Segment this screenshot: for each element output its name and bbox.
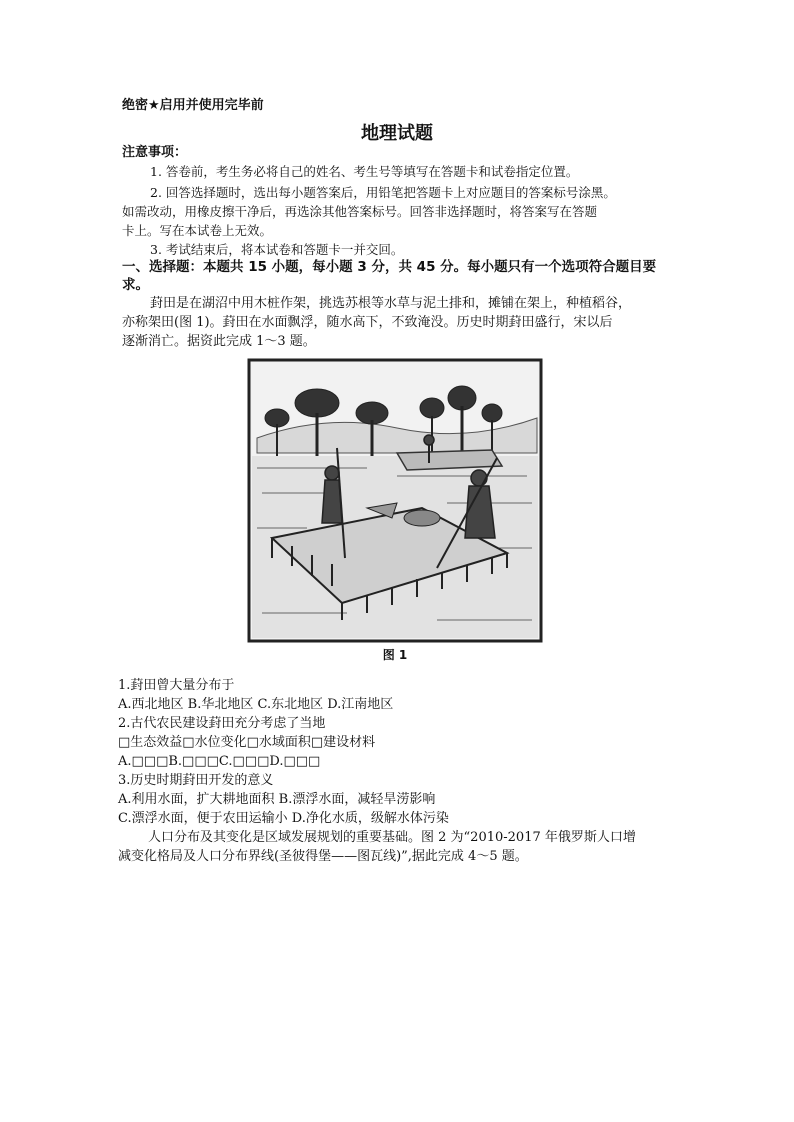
notice-line: 1. 答卷前，考生务必将自己的姓名、考生号等填写在答题卡和试卷指定位置。 [150, 164, 579, 179]
passage-line: 逐渐消亡。据资此完成 1～3 题。 [122, 334, 316, 349]
section-heading: 一、选择题：本题共 15 小题，每小题 3 分，共 45 分。每小题只有一个选项符合题目要 [122, 259, 657, 275]
passage-line: 葑田是在湖沼中用木桩作架，挑选苏根等水草与泥土排和，摊铺在架上，种植稻谷， [150, 296, 632, 311]
question-stem: 2.古代农民建设葑田充分考虑了当地 [118, 716, 326, 731]
section-heading-cont: 求。 [122, 277, 149, 293]
question-options: C.漂浮水面，便于农田运输小 D.净化水质，级解水体污染 [118, 811, 449, 826]
question-options: A.□□□B.□□□C.□□□D.□□□ [118, 754, 321, 769]
question-stem: 1.葑田曾大量分布于 [118, 678, 235, 693]
question-options: A.西北地区 B.华北地区 C.东北地区 D.江南地区 [118, 697, 394, 712]
passage-line: 人口分布及其变化是区域发展规划的重要基础。图 2 为“2010-2017 年俄罗斯人口增 [148, 830, 636, 845]
notice-line: 3. 考试结束后，将本试卷和答题卡一并交回。 [150, 242, 404, 257]
question-options: □生态效益□水位变化□水域面积□建设材料 [118, 735, 376, 750]
notice-heading: 注意事项： [122, 145, 188, 160]
notice-line: 如需改动，用橡皮擦干净后，再选涂其他答案标号。回答非选择题时，将答案写在答题 [122, 204, 598, 219]
floating-field-illustration [247, 358, 543, 643]
passage-line: 减变化格局及人口分布界线(圣彼得堡——图瓦线)”,据此完成 4～5 题。 [118, 849, 528, 864]
notice-line: 卡上。写在本试卷上无效。 [122, 223, 273, 238]
passage-line: 亦称架田(图 1)。葑田在水面飘浮，随水高下，不致淹没。历史时期葑田盛行，宋以后 [122, 315, 613, 330]
figure-caption: 图 1 [382, 648, 408, 662]
question-options: A.利用水面，扩大耕地面积 B.漂浮水面，减轻旱涝影响 [118, 792, 436, 807]
question-stem: 3.历史时期葑田开发的意义 [118, 773, 274, 788]
notice-line: 2. 回答选择题时，选出每小题答案后，用铅笔把答题卡上对应题目的答案标号涂黑。 [150, 185, 616, 200]
page-title: 地理试题 [361, 123, 433, 144]
confidential-label: 绝密★启用并使用完毕前 [122, 98, 264, 113]
figure-1 [247, 358, 543, 676]
